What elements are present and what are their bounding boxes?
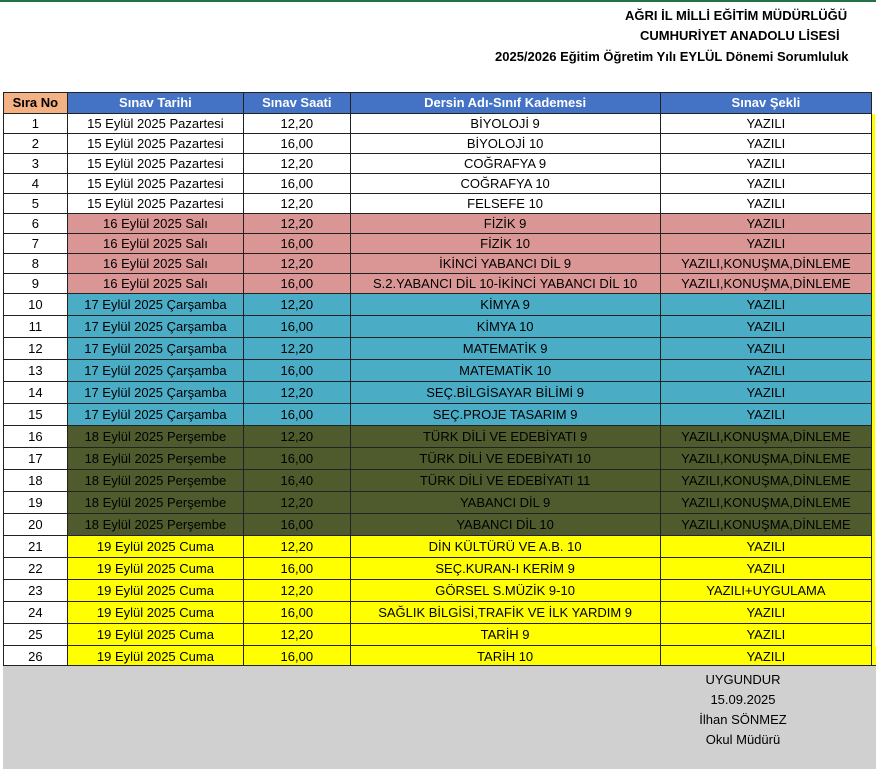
cell-type[interactable]: YAZILI xyxy=(660,114,871,134)
cell-no[interactable]: 19 xyxy=(4,492,68,514)
table-row xyxy=(4,316,876,338)
cell-date[interactable]: 16 Eylül 2025 Salı xyxy=(67,214,243,234)
table-row xyxy=(4,448,876,470)
table-row xyxy=(4,426,876,448)
cell-type[interactable]: YAZILI,KONUŞMA,DİNLEME xyxy=(660,426,871,448)
edge-cell xyxy=(872,154,876,174)
cell-time[interactable]: 12,20 xyxy=(244,294,350,316)
table-row xyxy=(4,602,876,624)
principal-title: Okul Müdürü xyxy=(705,732,781,747)
edge-cell xyxy=(872,234,876,254)
edge-cell xyxy=(872,558,876,580)
cell-no[interactable]: 4 xyxy=(4,174,68,194)
cell-type[interactable]: YAZILI xyxy=(660,214,871,234)
edge-cell xyxy=(872,274,876,294)
cell-date[interactable]: 15 Eylül 2025 Pazartesi xyxy=(67,114,243,134)
cell-type[interactable]: YAZILI,KONUŞMA,DİNLEME xyxy=(660,514,871,536)
edge-cell xyxy=(872,602,876,624)
cell-course[interactable]: KİMYA 9 xyxy=(350,294,660,316)
cell-time[interactable]: 12,20 xyxy=(244,382,350,404)
cell-time[interactable]: 16,00 xyxy=(244,646,350,668)
table-row xyxy=(4,382,876,404)
edge-cell xyxy=(872,492,876,514)
cell-course[interactable]: İKİNCİ YABANCI DİL 9 xyxy=(350,254,660,274)
cell-course[interactable]: YABANCI DİL 10 xyxy=(350,514,660,536)
cell-course[interactable]: TARİH 10 xyxy=(350,646,660,668)
edge-cell xyxy=(872,624,876,646)
cell-time[interactable]: 12,20 xyxy=(244,194,350,214)
cell-date[interactable]: 17 Eylül 2025 Çarşamba xyxy=(67,404,243,426)
approval-date: 15.09.2025 xyxy=(710,692,776,707)
cell-time[interactable]: 16,00 xyxy=(244,360,350,382)
edge-cell xyxy=(872,294,876,316)
cell-time[interactable]: 16,40 xyxy=(244,470,350,492)
cell-date[interactable]: 18 Eylül 2025 Perşembe xyxy=(67,492,243,514)
cell-date[interactable]: 17 Eylül 2025 Çarşamba xyxy=(67,338,243,360)
cell-no[interactable]: 15 xyxy=(4,404,68,426)
edge-cell xyxy=(872,194,876,214)
cell-no[interactable]: 6 xyxy=(4,214,68,234)
header-school-name: CUMHURİYET ANADOLU LİSESİ xyxy=(640,28,840,43)
cell-date[interactable]: 19 Eylül 2025 Cuma xyxy=(67,558,243,580)
table-row xyxy=(4,114,876,134)
cell-course[interactable]: TÜRK DİLİ VE EDEBİYATI 9 xyxy=(350,426,660,448)
cell-no[interactable]: 26 xyxy=(4,646,68,668)
cell-type[interactable]: YAZILI xyxy=(660,174,871,194)
column-header-no[interactable]: Sıra No xyxy=(4,93,68,114)
cell-no[interactable]: 20 xyxy=(4,514,68,536)
cell-type[interactable]: YAZILI+UYGULAMA xyxy=(660,580,871,602)
edge-cell xyxy=(872,93,876,114)
edge-cell xyxy=(872,360,876,382)
cell-course[interactable]: SAĞLIK BİLGİSİ,TRAFİK VE İLK YARDIM 9 xyxy=(350,602,660,624)
cell-course[interactable]: TÜRK DİLİ VE EDEBİYATI 10 xyxy=(350,448,660,470)
cell-course[interactable]: SEÇ.BİLGİSAYAR BİLİMİ 9 xyxy=(350,382,660,404)
edge-cell xyxy=(872,316,876,338)
cell-course[interactable]: YABANCI DİL 9 xyxy=(350,492,660,514)
cell-date[interactable]: 19 Eylül 2025 Cuma xyxy=(67,624,243,646)
table-row xyxy=(4,360,876,382)
cell-no[interactable]: 23 xyxy=(4,580,68,602)
table-row xyxy=(4,470,876,492)
cell-course[interactable]: FİZİK 9 xyxy=(350,214,660,234)
cell-date[interactable]: 17 Eylül 2025 Çarşamba xyxy=(67,294,243,316)
cell-time[interactable]: 12,20 xyxy=(244,580,350,602)
table-row xyxy=(4,624,876,646)
principal-name: İlhan SÖNMEZ xyxy=(699,712,787,727)
cell-course[interactable]: SEÇ.KURAN-I KERİM 9 xyxy=(350,558,660,580)
edge-cell xyxy=(872,214,876,234)
cell-time[interactable]: 16,00 xyxy=(244,448,350,470)
cell-no[interactable]: 16 xyxy=(4,426,68,448)
cell-type[interactable]: YAZILI xyxy=(660,338,871,360)
cell-type[interactable]: YAZILI xyxy=(660,536,871,558)
cell-type[interactable]: YAZILI xyxy=(660,360,871,382)
cell-time[interactable]: 12,20 xyxy=(244,154,350,174)
cell-no[interactable]: 21 xyxy=(4,536,68,558)
edge-cell xyxy=(872,448,876,470)
cell-time[interactable]: 12,20 xyxy=(244,492,350,514)
cell-date[interactable]: 15 Eylül 2025 Pazartesi xyxy=(67,154,243,174)
cell-no[interactable]: 18 xyxy=(4,470,68,492)
edge-cell xyxy=(872,536,876,558)
header-term-title: 2025/2026 Eğitim Öğretim Yılı EYLÜL Dönemi Sorumluluk xyxy=(495,49,849,64)
cell-date[interactable]: 17 Eylül 2025 Çarşamba xyxy=(67,360,243,382)
cell-date[interactable]: 17 Eylül 2025 Çarşamba xyxy=(67,316,243,338)
cell-type[interactable]: YAZILI xyxy=(660,602,871,624)
cell-time[interactable]: 12,20 xyxy=(244,426,350,448)
cell-course[interactable]: COĞRAFYA 9 xyxy=(350,154,660,174)
cell-time[interactable]: 16,00 xyxy=(244,602,350,624)
cell-time[interactable]: 16,00 xyxy=(244,134,350,154)
edge-cell xyxy=(872,470,876,492)
cell-type[interactable]: YAZILI,KONUŞMA,DİNLEME xyxy=(660,470,871,492)
edge-cell xyxy=(872,114,876,134)
cell-no[interactable]: 2 xyxy=(4,134,68,154)
cell-time[interactable]: 12,20 xyxy=(244,536,350,558)
cell-date[interactable]: 16 Eylül 2025 Salı xyxy=(67,234,243,254)
cell-time[interactable]: 16,00 xyxy=(244,234,350,254)
cell-no[interactable]: 3 xyxy=(4,154,68,174)
cell-type[interactable]: YAZILI xyxy=(660,404,871,426)
table-row xyxy=(4,514,876,536)
column-header-course[interactable]: Dersin Adı-Sınıf Kademesi xyxy=(350,93,660,114)
cell-course[interactable]: BİYOLOJİ 10 xyxy=(350,134,660,154)
table-row xyxy=(4,580,876,602)
cell-type[interactable]: YAZILI xyxy=(660,558,871,580)
edge-cell xyxy=(872,514,876,536)
column-header-type[interactable]: Sınav Şekli xyxy=(660,93,871,114)
cell-no[interactable]: 9 xyxy=(4,274,68,294)
cell-time[interactable]: 12,20 xyxy=(244,214,350,234)
cell-date[interactable]: 19 Eylül 2025 Cuma xyxy=(67,646,243,668)
cell-date[interactable]: 17 Eylül 2025 Çarşamba xyxy=(67,382,243,404)
cell-course[interactable]: SEÇ.PROJE TASARIM 9 xyxy=(350,404,660,426)
cell-time[interactable]: 12,20 xyxy=(244,338,350,360)
edge-cell xyxy=(872,382,876,404)
cell-no[interactable]: 12 xyxy=(4,338,68,360)
cell-time[interactable]: 12,20 xyxy=(244,254,350,274)
cell-date[interactable]: 15 Eylül 2025 Pazartesi xyxy=(67,174,243,194)
cell-no[interactable]: 14 xyxy=(4,382,68,404)
edge-cell xyxy=(872,174,876,194)
cell-type[interactable]: YAZILI,KONUŞMA,DİNLEME xyxy=(660,448,871,470)
cell-time[interactable]: 16,00 xyxy=(244,514,350,536)
cell-type[interactable]: YAZILI xyxy=(660,194,871,214)
cell-type[interactable]: YAZILI xyxy=(660,624,871,646)
table-row xyxy=(4,254,876,274)
approval-label: UYGUNDUR xyxy=(705,672,781,687)
document-header xyxy=(0,2,876,92)
cell-course[interactable]: DİN KÜLTÜRÜ VE A.B. 10 xyxy=(350,536,660,558)
cell-no[interactable]: 22 xyxy=(4,558,68,580)
cell-type[interactable]: YAZILI xyxy=(660,316,871,338)
cell-type[interactable]: YAZILI xyxy=(660,294,871,316)
cell-course[interactable]: COĞRAFYA 10 xyxy=(350,174,660,194)
cell-type[interactable]: YAZILI,KONUŞMA,DİNLEME xyxy=(660,274,871,294)
cell-date[interactable]: 16 Eylül 2025 Salı xyxy=(67,254,243,274)
cell-type[interactable]: YAZILI xyxy=(660,134,871,154)
edge-cell xyxy=(872,134,876,154)
cell-course[interactable]: FİZİK 10 xyxy=(350,234,660,254)
table-row xyxy=(4,274,876,294)
approval-footer xyxy=(3,665,876,769)
edge-cell xyxy=(872,404,876,426)
cell-date[interactable]: 16 Eylül 2025 Salı xyxy=(67,274,243,294)
cell-course[interactable]: MATEMATİK 10 xyxy=(350,360,660,382)
cell-no[interactable]: 1 xyxy=(4,114,68,134)
cell-type[interactable]: YAZILI xyxy=(660,646,871,668)
edge-cell xyxy=(872,580,876,602)
table-row xyxy=(4,154,876,174)
cell-time[interactable]: 16,00 xyxy=(244,404,350,426)
cell-date[interactable]: 18 Eylül 2025 Perşembe xyxy=(67,470,243,492)
cell-date[interactable]: 19 Eylül 2025 Cuma xyxy=(67,580,243,602)
cell-course[interactable]: MATEMATİK 9 xyxy=(350,338,660,360)
table-row xyxy=(4,134,876,154)
cell-course[interactable]: BİYOLOJİ 9 xyxy=(350,114,660,134)
cell-no[interactable]: 7 xyxy=(4,234,68,254)
cell-time[interactable]: 16,00 xyxy=(244,174,350,194)
column-header-date[interactable]: Sınav Tarihi xyxy=(67,93,243,114)
cell-time[interactable]: 12,20 xyxy=(244,114,350,134)
cell-no[interactable]: 11 xyxy=(4,316,68,338)
cell-type[interactable]: YAZILI xyxy=(660,154,871,174)
cell-date[interactable]: 19 Eylül 2025 Cuma xyxy=(67,602,243,624)
table-row xyxy=(4,492,876,514)
cell-course[interactable]: S.2.YABANCI DİL 10-İKİNCİ YABANCI DİL 10 xyxy=(350,274,660,294)
table-row xyxy=(4,214,876,234)
cell-no[interactable]: 5 xyxy=(4,194,68,214)
cell-date[interactable]: 18 Eylül 2025 Perşembe xyxy=(67,426,243,448)
cell-time[interactable]: 12,20 xyxy=(244,624,350,646)
cell-time[interactable]: 16,00 xyxy=(244,558,350,580)
cell-date[interactable]: 18 Eylül 2025 Perşembe xyxy=(67,514,243,536)
cell-time[interactable]: 16,00 xyxy=(244,274,350,294)
cell-type[interactable]: YAZILI xyxy=(660,234,871,254)
cell-no[interactable]: 10 xyxy=(4,294,68,316)
cell-course[interactable]: GÖRSEL S.MÜZİK 9-10 xyxy=(350,580,660,602)
cell-time[interactable]: 16,00 xyxy=(244,316,350,338)
edge-cell xyxy=(872,338,876,360)
cell-date[interactable]: 15 Eylül 2025 Pazartesi xyxy=(67,134,243,154)
cell-type[interactable]: YAZILI,KONUŞMA,DİNLEME xyxy=(660,254,871,274)
cell-date[interactable]: 18 Eylül 2025 Perşembe xyxy=(67,448,243,470)
exam-schedule-table xyxy=(3,92,876,668)
cell-type[interactable]: YAZILI,KONUŞMA,DİNLEME xyxy=(660,492,871,514)
table-row xyxy=(4,234,876,254)
table-row xyxy=(4,174,876,194)
cell-no[interactable]: 8 xyxy=(4,254,68,274)
edge-cell xyxy=(872,426,876,448)
table-header-row xyxy=(4,93,876,114)
header-directorate: AĞRI İL MİLLİ EĞİTİM MÜDÜRLÜĞÜ xyxy=(625,8,848,23)
column-header-time[interactable]: Sınav Saati xyxy=(244,93,350,114)
cell-no[interactable]: 25 xyxy=(4,624,68,646)
table-row xyxy=(4,404,876,426)
cell-course[interactable]: TARİH 9 xyxy=(350,624,660,646)
table-row xyxy=(4,558,876,580)
cell-no[interactable]: 13 xyxy=(4,360,68,382)
cell-no[interactable]: 24 xyxy=(4,602,68,624)
cell-no[interactable]: 17 xyxy=(4,448,68,470)
cell-course[interactable]: FELSEFE 10 xyxy=(350,194,660,214)
cell-date[interactable]: 15 Eylül 2025 Pazartesi xyxy=(67,194,243,214)
table-row xyxy=(4,294,876,316)
cell-course[interactable]: KİMYA 10 xyxy=(350,316,660,338)
cell-course[interactable]: TÜRK DİLİ VE EDEBİYATI 11 xyxy=(350,470,660,492)
cell-type[interactable]: YAZILI xyxy=(660,382,871,404)
table-row xyxy=(4,194,876,214)
table-row xyxy=(4,338,876,360)
edge-cell xyxy=(872,254,876,274)
cell-date[interactable]: 19 Eylül 2025 Cuma xyxy=(67,536,243,558)
table-row xyxy=(4,536,876,558)
